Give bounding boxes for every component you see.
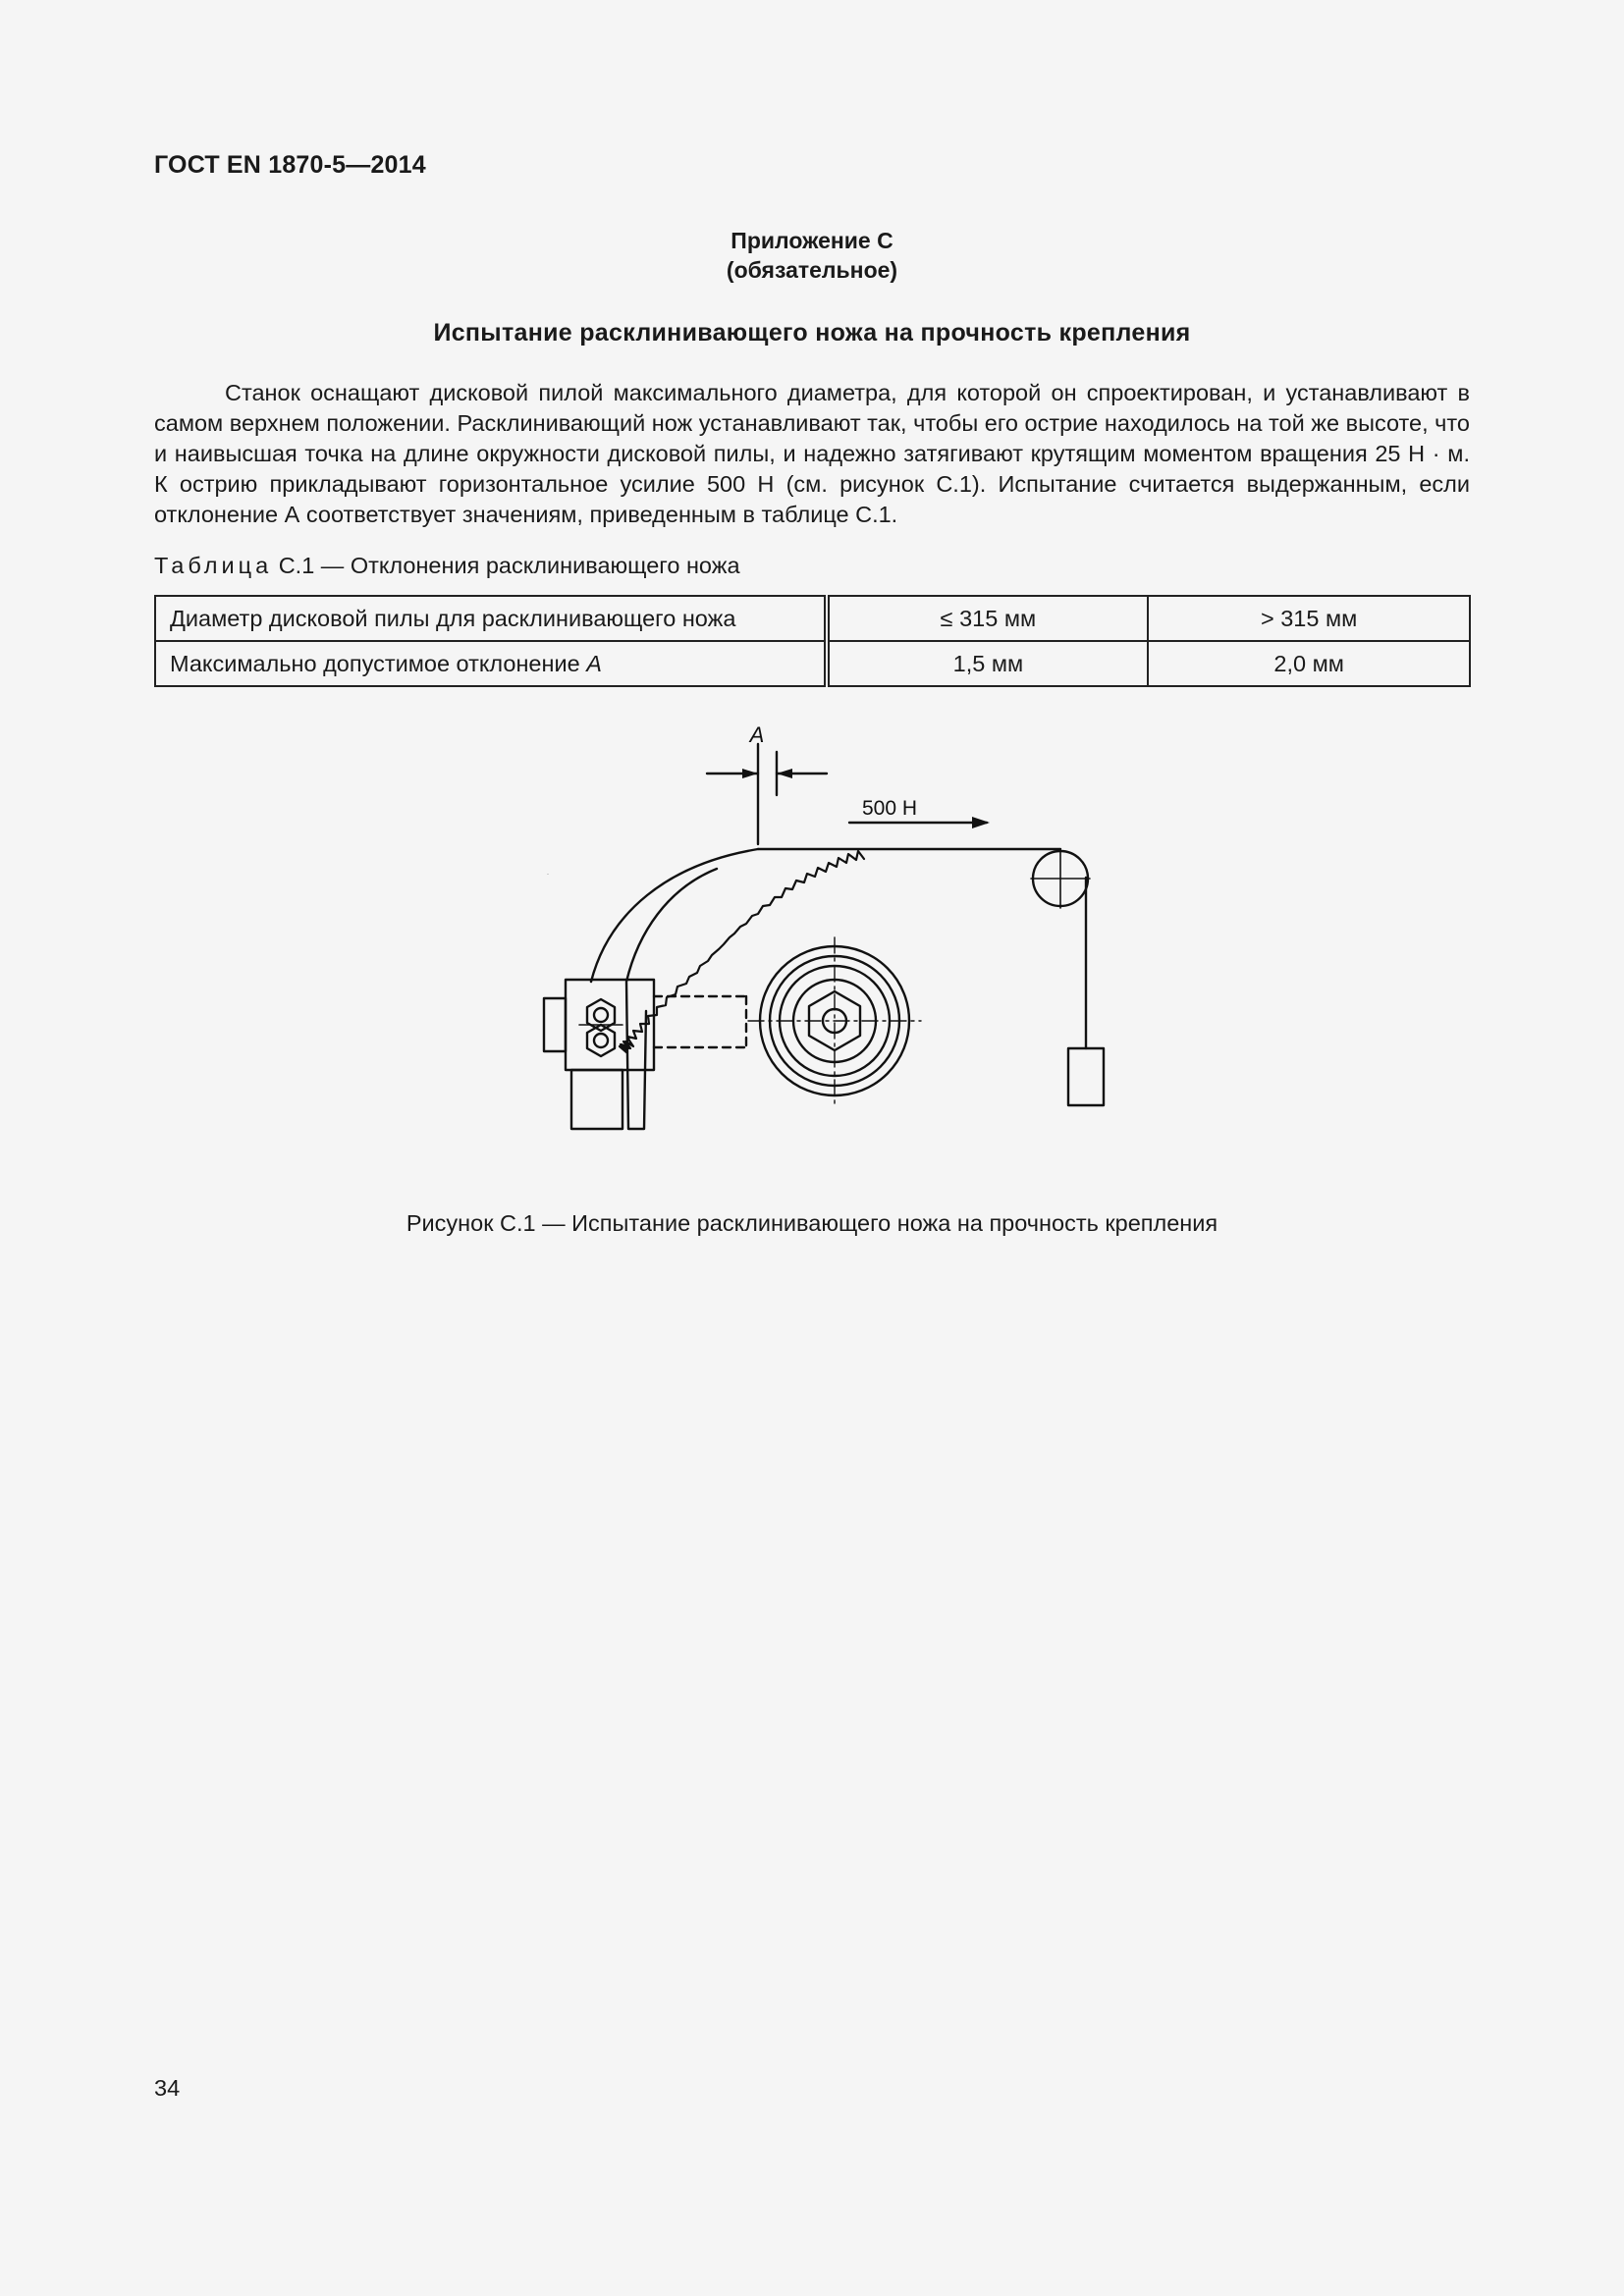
dimension-a-left-arrowhead xyxy=(742,769,758,778)
page-number: 34 xyxy=(154,2075,181,2101)
force-arrowhead xyxy=(972,817,990,828)
force-arrow xyxy=(849,797,990,828)
table-row xyxy=(155,641,1470,686)
figure-caption: Рисунок С.1 — Испытание расклинивающего ножа на прочность крепления xyxy=(406,1210,1218,1236)
table-cell-value: ≤ 315 мм xyxy=(827,596,1149,641)
riving-knife-test-figure xyxy=(511,717,1119,1168)
riving-knife-outer-edge xyxy=(591,849,758,982)
annex-status: (обязательное) xyxy=(726,257,898,283)
figure-dot: · xyxy=(547,872,549,878)
force-label: 500 Н xyxy=(862,797,918,820)
table-caption xyxy=(154,553,740,579)
section-title: Испытание расклинивающего ножа на прочность крепления xyxy=(433,319,1191,347)
dimension-a-right-arrowhead xyxy=(777,769,792,778)
dimension-a xyxy=(707,722,827,844)
dashed-guide xyxy=(654,996,746,1047)
table-cell-value: 2,0 мм xyxy=(1148,641,1470,686)
table-cell-label xyxy=(155,596,827,641)
mount-bolt-lower xyxy=(594,1034,608,1047)
saw-blade-teeth xyxy=(620,851,864,1052)
weight-block xyxy=(1068,1048,1104,1105)
row-label-text: Максимально допустимое отклонение xyxy=(170,650,587,676)
mount-bracket xyxy=(571,1070,623,1129)
table-row xyxy=(155,596,1470,641)
pulley xyxy=(1031,849,1090,908)
table-caption-text: С.1 — Отклонения расклинивающего ножа xyxy=(278,553,740,578)
annex-title: Приложение С xyxy=(731,228,893,253)
dimension-a-label: A xyxy=(749,722,765,747)
table-cell-label xyxy=(155,641,827,686)
deviation-table xyxy=(154,595,1471,687)
body-paragraph: Станок оснащают дисковой пилой максимального диаметра, для которой он спроектирован, и устанавливают в самом верхнем положении. Расклинивающий нож устанавливают так, чтобы его острие находилось на той же высоте, что и наивысшая точка на длине окружности дисковой пилы, и надежно затягивают крутящим моментом вращения 25 Н · м. К острию прикладывают горизонтальное усилие 500 Н (см. рисунок С.1). Испытание считается выдержанным, если отклонение А соответствует значениям, приведенным в таблице С.1. xyxy=(154,380,1470,527)
riving-knife-inner-edge xyxy=(626,869,717,1129)
riving-knife xyxy=(547,849,758,1129)
table-caption-prefix: Таблица xyxy=(154,553,273,578)
row-label-text: Диаметр дисковой пилы для расклинивающего ножа xyxy=(170,605,736,631)
saw-arbor xyxy=(748,937,921,1104)
table-cell-value: > 315 мм xyxy=(1148,596,1470,641)
table-cell-value: 1,5 мм xyxy=(827,641,1149,686)
document-header: ГОСТ EN 1870-5—2014 xyxy=(154,151,426,179)
mount-flange xyxy=(544,998,566,1051)
mounting-block xyxy=(544,980,654,1129)
mount-bolt-upper xyxy=(594,1008,608,1022)
row-label-variable: A xyxy=(586,650,602,676)
